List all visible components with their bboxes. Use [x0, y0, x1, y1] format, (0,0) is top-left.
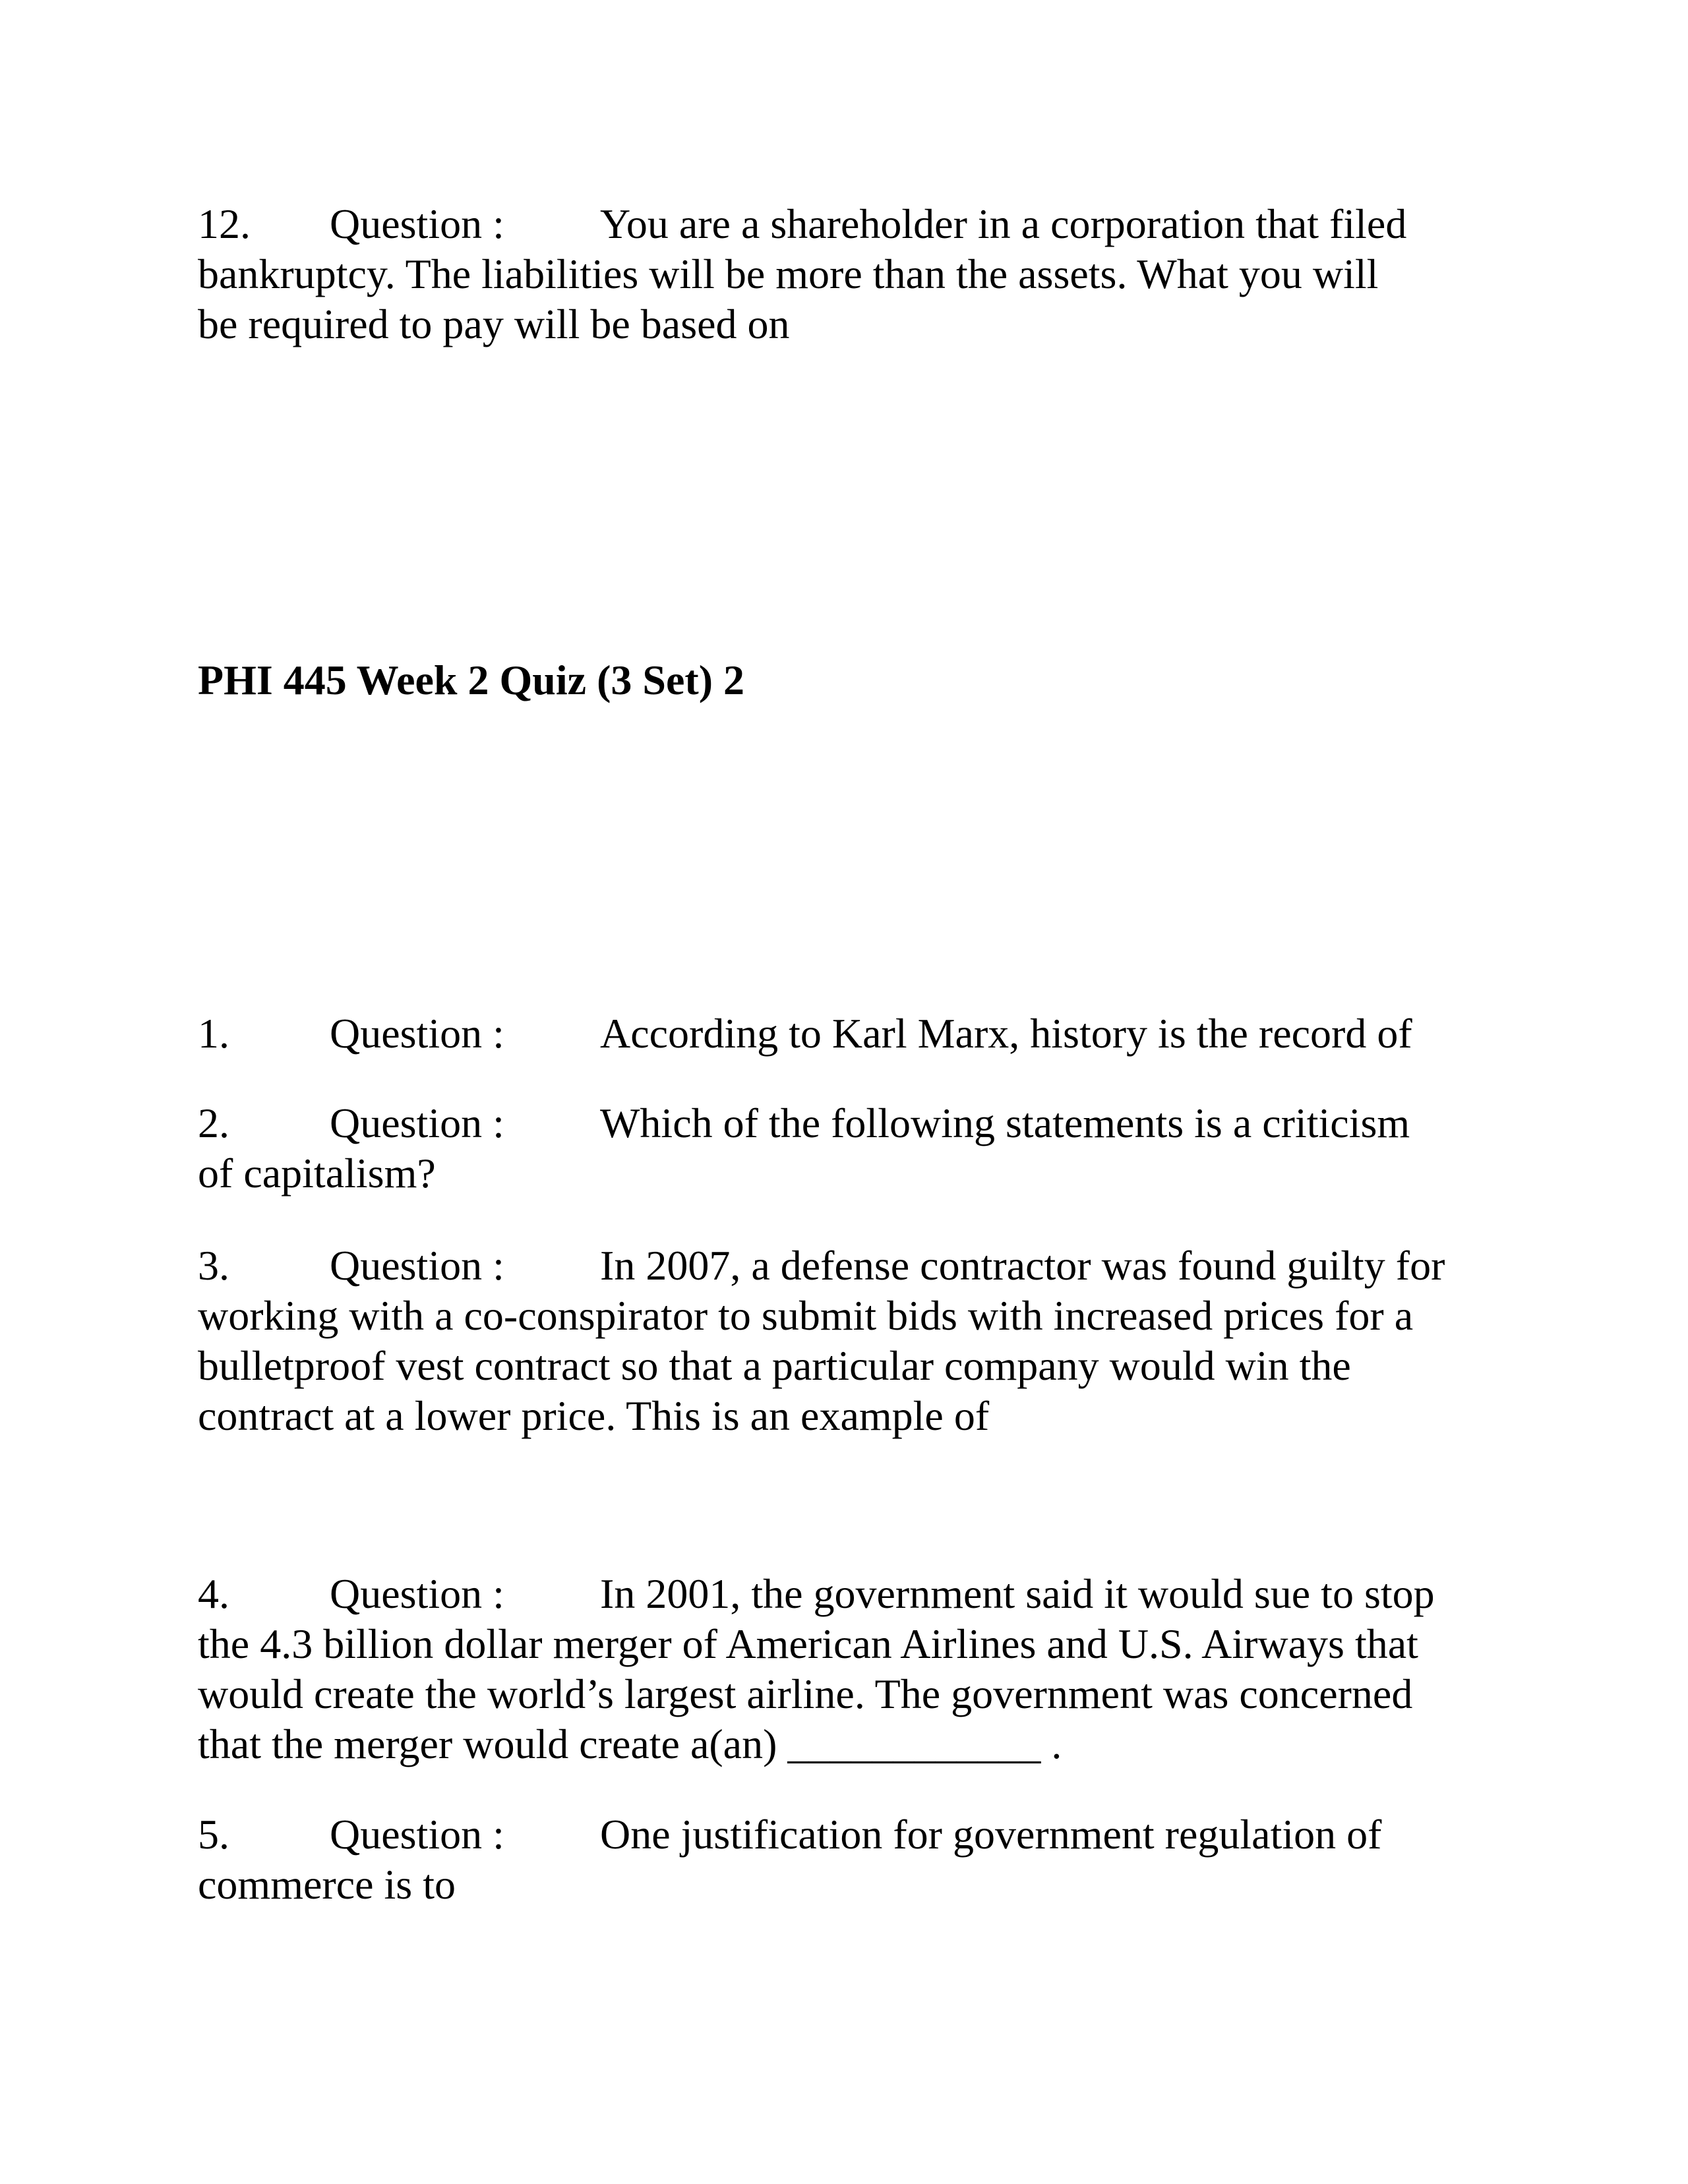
question-label: Question : — [330, 1811, 504, 1858]
question-text-line: In 2001, the government said it would sue to stop — [600, 1570, 1435, 1617]
question-1 — [198, 1009, 1490, 1059]
question-text-line: Which of the following statements is a criticism — [600, 1100, 1410, 1146]
question-3 — [198, 1241, 1490, 1441]
question-text-line: bulletproof vest contract so that a particular company would win the — [198, 1342, 1351, 1389]
question-text-line: be required to pay will be based on — [198, 301, 790, 347]
question-text-line: In 2007, a defense contractor was found guilty for — [600, 1242, 1445, 1289]
question-number: 12. — [198, 200, 251, 247]
question-text-line: You are a shareholder in a corporation that filed — [600, 200, 1407, 247]
question-number: 1. — [198, 1010, 229, 1057]
question-first-line — [198, 1009, 1490, 1059]
question-first-line — [198, 1569, 1490, 1619]
question-text-line: commerce is to — [198, 1861, 456, 1908]
section-title: PHI 445 Week 2 Quiz (3 Set) 2 — [198, 657, 744, 703]
question-first-line — [198, 1810, 1490, 1860]
question-text-line: bankruptcy. The liabilities will be more than the assets. What you will — [198, 251, 1379, 297]
question-label: Question : — [330, 1010, 504, 1057]
question-first-line — [198, 199, 1490, 249]
question-number: 2. — [198, 1100, 229, 1146]
question-number: 3. — [198, 1242, 229, 1289]
question-text-line: would create the world’s largest airline. The government was concerned — [198, 1670, 1413, 1717]
question-label: Question : — [330, 200, 504, 247]
question-2 — [198, 1098, 1490, 1198]
question-text-line: According to Karl Marx, history is the record of — [600, 1010, 1412, 1057]
question-5 — [198, 1810, 1490, 1910]
question-text-line: contract at a lower price. This is an example of — [198, 1392, 990, 1439]
question-first-line — [198, 1241, 1490, 1291]
question-4 — [198, 1569, 1490, 1769]
question-text-line: working with a co-conspirator to submit bids with increased prices for a — [198, 1292, 1414, 1339]
question-number: 5. — [198, 1811, 229, 1858]
question-label: Question : — [330, 1570, 504, 1617]
question-text-line: One justification for government regulation of — [600, 1811, 1382, 1858]
question-text-line: that the merger would create a(an) ____________ . — [198, 1721, 1062, 1767]
question-label: Question : — [330, 1100, 504, 1146]
question-first-line — [198, 1098, 1490, 1148]
question-text-line: of capitalism? — [198, 1150, 436, 1196]
question-number: 4. — [198, 1570, 229, 1617]
question-label: Question : — [330, 1242, 504, 1289]
question-12 — [198, 199, 1490, 349]
question-text-line: the 4.3 billion dollar merger of American Airlines and U.S. Airways that — [198, 1620, 1418, 1667]
